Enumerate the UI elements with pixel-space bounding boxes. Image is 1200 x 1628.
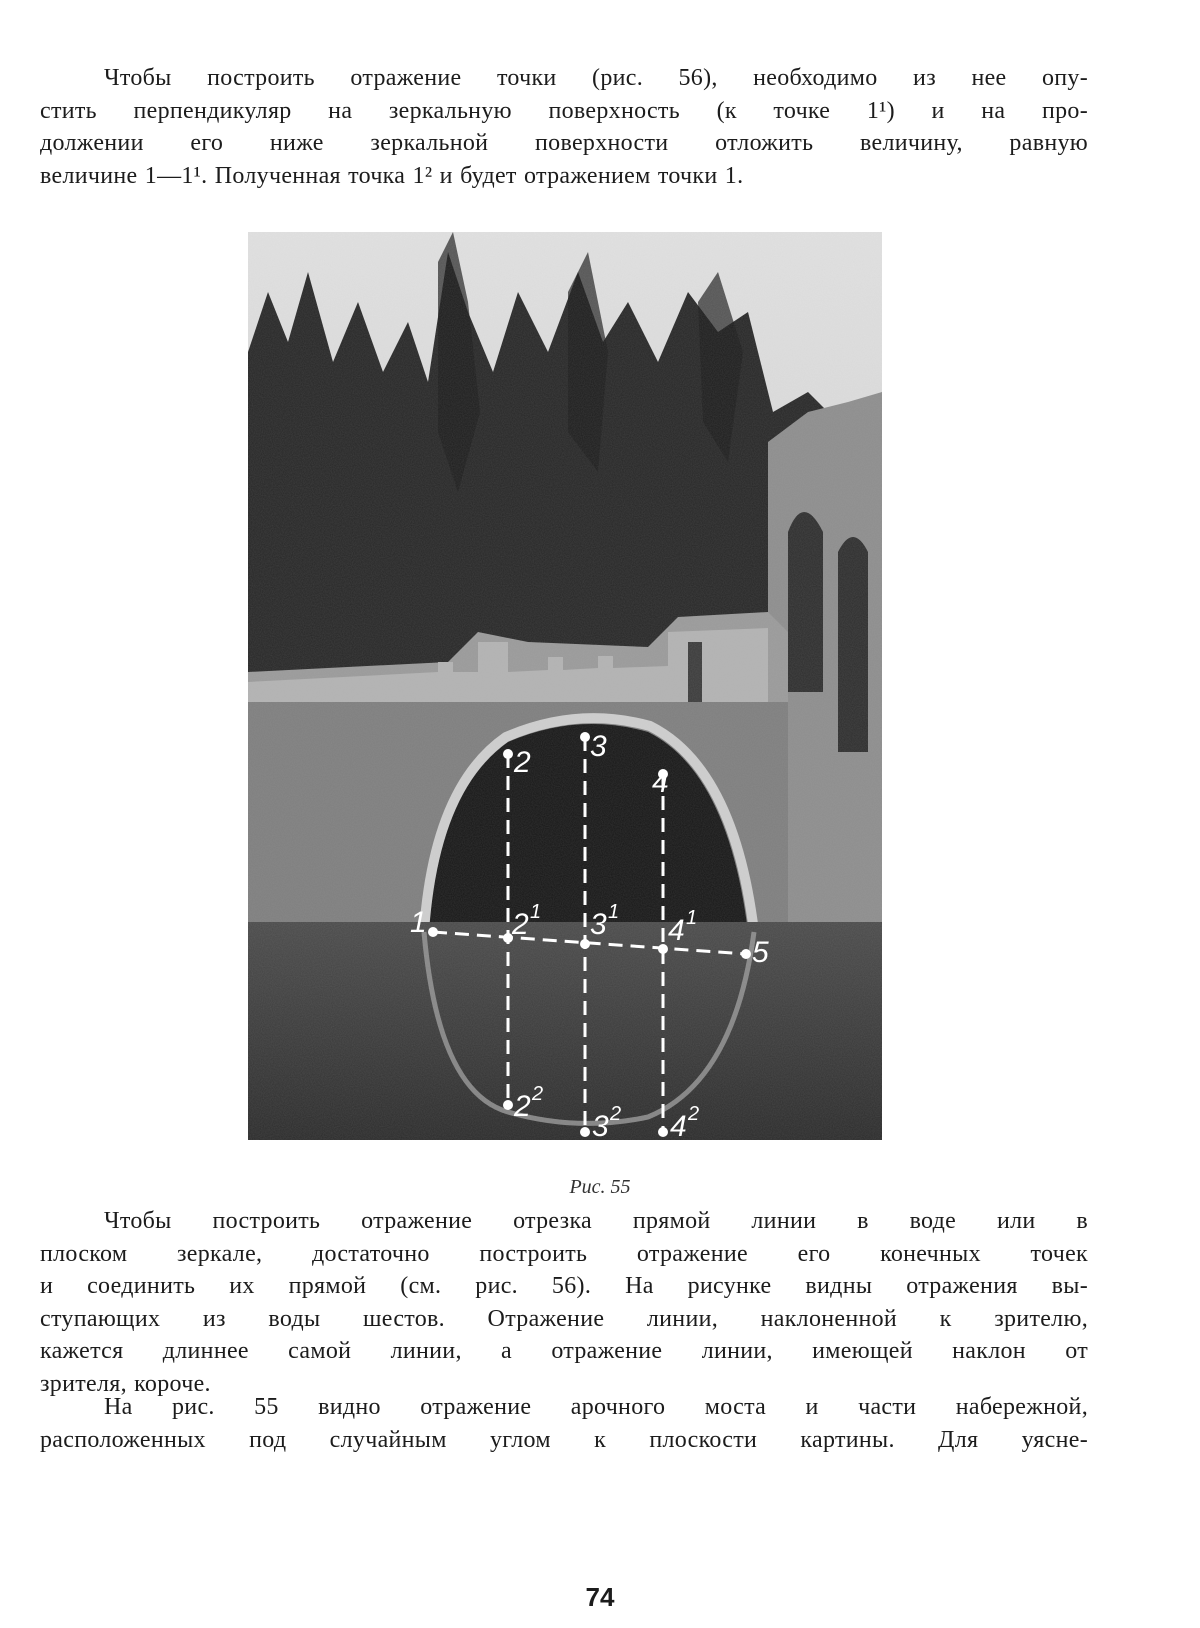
point-4-2 bbox=[658, 1127, 668, 1137]
label-point-2-1: 2 bbox=[512, 908, 529, 941]
text-line: На рис. 55 видно отражение арочного моста и части набережной, bbox=[104, 1394, 1088, 1420]
label-point-3-2: 3 bbox=[592, 1110, 609, 1140]
text-line: зрителя, короче. bbox=[40, 1370, 211, 1397]
label-point-1: 1 bbox=[410, 906, 427, 939]
photo-grain bbox=[248, 232, 882, 1140]
text-line: расположенных под случайным углом к плоскости картины. Для уясне- bbox=[40, 1426, 1088, 1453]
paragraph-reflection-of-segment bbox=[40, 1205, 1088, 1400]
text-line: стить перпендикуляр на зеркальную поверхность (к точке 1¹) и на про- bbox=[40, 97, 1088, 124]
point-5 bbox=[741, 949, 751, 959]
label-point-2-2: 2 bbox=[514, 1090, 531, 1123]
label-point-2-1-sup: 1 bbox=[530, 901, 542, 923]
text-line: Чтобы построить отражение отрезка прямой линии в воде или в bbox=[104, 1208, 1088, 1234]
label-point-3-2-sup: 2 bbox=[610, 1103, 622, 1125]
label-point-4-2: 4 bbox=[670, 1110, 687, 1140]
text-line: Чтобы построить отражение точки (рис. 56), необходимо из нее опу- bbox=[104, 65, 1088, 91]
point-4-1 bbox=[658, 944, 668, 954]
text-line: величине 1—1¹. Полученная точка 1² и будет отражением точки 1. bbox=[40, 162, 744, 189]
label-point-3-1: 3 bbox=[590, 908, 607, 941]
label-point-3-1-sup: 1 bbox=[608, 901, 620, 923]
point-3 bbox=[580, 732, 590, 742]
point-3-2 bbox=[580, 1127, 590, 1137]
text-line: плоском зеркале, достаточно построить отражение его конечных точек bbox=[40, 1240, 1088, 1267]
page-number: 74 bbox=[585, 1582, 615, 1612]
label-point-4-1: 4 bbox=[668, 914, 685, 947]
point-1 bbox=[428, 927, 438, 937]
point-2-2 bbox=[503, 1100, 513, 1110]
text-line: и соединить их прямой (см. рис. 56). На рисунке видны отражения вы- bbox=[40, 1273, 1088, 1299]
label-point-2: 2 bbox=[514, 746, 531, 779]
paragraph-arch-bridge bbox=[40, 1391, 1088, 1456]
bridge-photo-drawing bbox=[248, 232, 882, 1140]
point-2 bbox=[503, 749, 513, 759]
text-line: ступающих из воды шестов. Отражение линии, наклоненной к зрителю, bbox=[40, 1305, 1088, 1332]
label-point-3: 3 bbox=[590, 730, 607, 763]
label-point-4-1-sup: 1 bbox=[686, 907, 698, 929]
point-3-1 bbox=[580, 939, 590, 949]
label-point-5: 5 bbox=[752, 936, 769, 969]
figure-caption: Рис. 55 bbox=[569, 1176, 631, 1198]
figure-bridge-photo bbox=[248, 232, 882, 1140]
paragraph-reflection-of-point bbox=[40, 62, 1088, 192]
text-line: должении его ниже зеркальной поверхности отложить величину, равную bbox=[40, 130, 1088, 156]
text-line: кажется длиннее самой линии, а отражение линии, имеющей наклон от bbox=[40, 1338, 1088, 1364]
label-point-4-2-sup: 2 bbox=[688, 1103, 700, 1125]
label-point-4: 4 bbox=[652, 766, 669, 799]
label-point-2-2-sup: 2 bbox=[532, 1083, 544, 1105]
